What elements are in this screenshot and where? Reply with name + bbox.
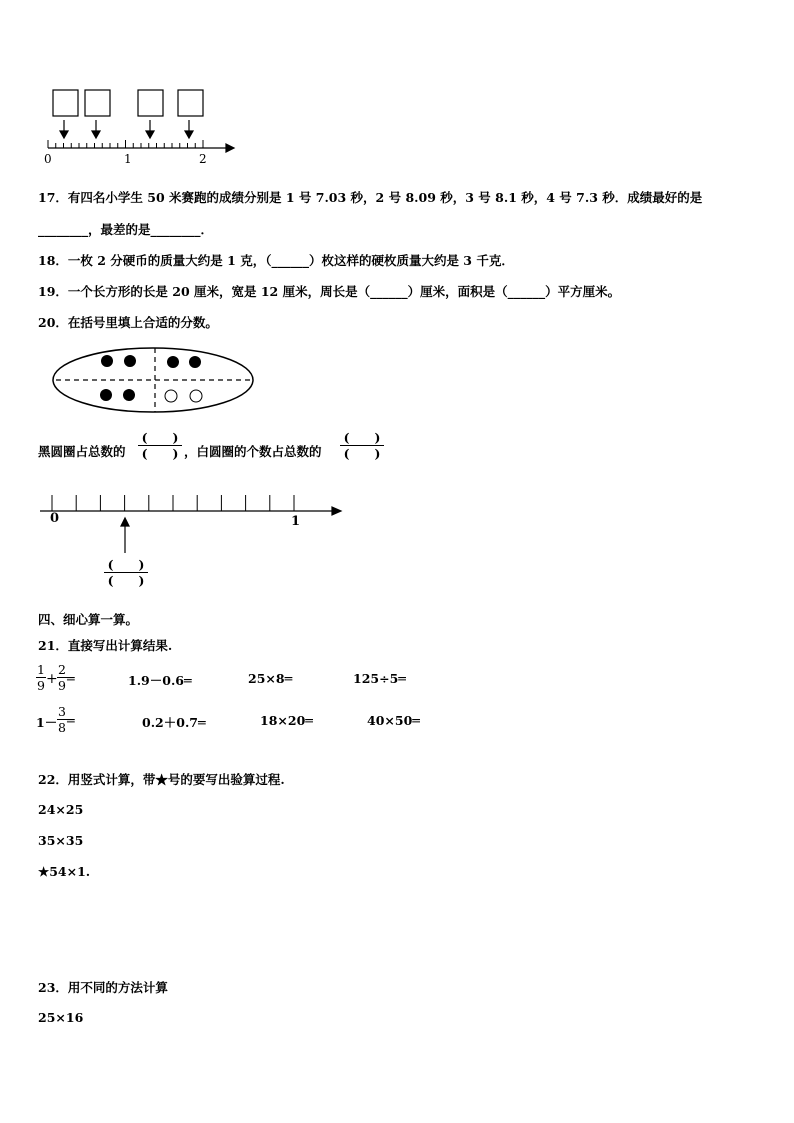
question-18: 18．一枚 2 分硬币的质量大约是 1 克，（______）枚这样的硬枚质量大约是 3 千克． [38,253,514,268]
tick-label: 0 [44,152,52,166]
up-arrow [121,518,129,553]
fraction: 3 8 [58,704,66,735]
calc-item: 24×25 [38,802,84,817]
expression: 125÷5═ [353,671,406,686]
question-21-title: 21．直接写出计算结果. [38,638,173,653]
answer-box [178,90,203,116]
question-17-blanks: ________，最差的是________． [38,222,214,237]
equals-sign: ═ [67,671,75,686]
white-circle [165,390,177,402]
question-23-title: 23．用不同的方法计算 [38,980,168,995]
tick-label: 1 [124,152,132,166]
fraction-blank: ( ) ( ) [138,430,182,461]
tick-label-1: 1 [291,514,301,529]
black-fraction-text: 黑圆圈占总数的 [38,444,126,459]
white-fraction-text: ，白圆圈的个数占总数的 [184,444,322,459]
answer-box [138,90,163,116]
fraction: 2 9 [58,662,66,693]
white-circle [190,390,202,402]
black-circle [100,389,112,401]
expression-lead: 1－ [36,715,58,730]
answer-box [85,90,110,116]
black-circle [167,356,179,368]
calc-item: 35×35 [38,833,84,848]
fraction-blank: ( ) ( ) [104,557,148,588]
answer-box [53,90,78,116]
tick-label-0: 0 [50,511,60,526]
expression: 1.9－0.6═ [128,673,192,688]
plus-sign: + [46,671,58,687]
black-circle [124,355,136,367]
tick-label: 2 [199,152,207,166]
top-number-line [0,0,794,180]
question-19: 19．一个长方形的长是 20 厘米，宽是 12 厘米，周长是（______）厘米，面积是（______）平方厘米。 [38,284,621,299]
black-circle [189,356,201,368]
question-20-title: 20．在括号里填上合适的分数。 [38,315,218,330]
answer-boxes [53,90,203,116]
question-17: 17．有四名小学生 50 米赛跑的成绩分别是 1 号 7.03 秒，2 号 8.09 秒，3 号 8.1 秒，4 号 7.3 秒．成绩最好的是 [38,190,703,205]
black-circle [101,355,113,367]
expression: 18×20═ [260,713,313,728]
black-circle [123,389,135,401]
expression: 0.2＋0.7═ [142,715,206,730]
fraction-blank: ( ) ( ) [340,430,384,461]
fraction: 1 9 [37,662,45,693]
calc-item: 25×16 [38,1010,84,1025]
section-heading: 四、细心算一算。 [38,612,139,627]
equals-sign: ═ [67,713,75,728]
fraction-number-line [0,480,400,600]
calc-item: ★54×1. [38,864,91,879]
question-22-title: 22．用竖式计算，带★号的要写出验算过程. [38,772,285,787]
arrows [60,120,193,138]
ellipse-diagram [0,340,300,420]
expression: 25×8═ [248,671,293,686]
expression: 40×50═ [367,713,420,728]
